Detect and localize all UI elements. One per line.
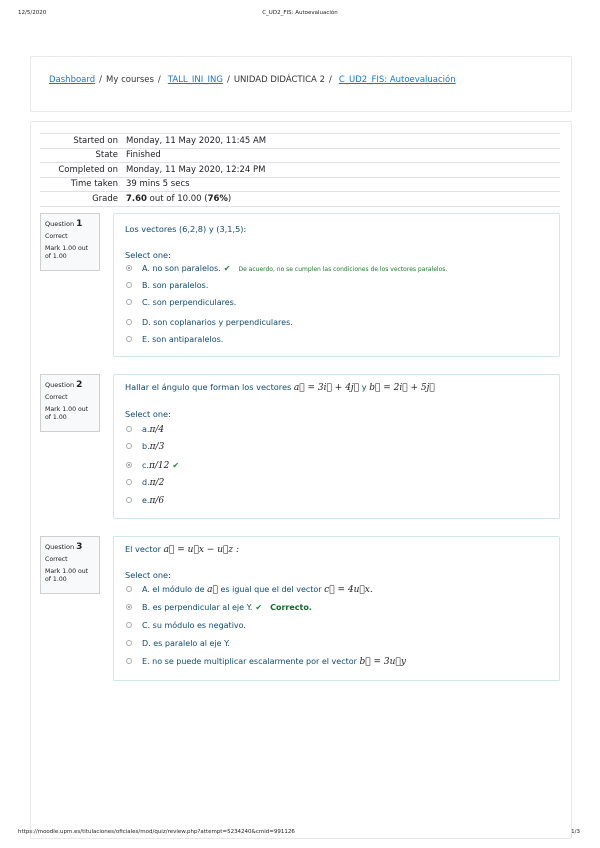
breadcrumb-quiz-link[interactable]: C_UD2_FIS: Autoevaluación <box>338 75 456 85</box>
vector-b-formula: b⃗ = 2i⃗ + 5j⃗ <box>369 383 435 393</box>
question-joiner: y <box>361 382 367 392</box>
option-label-tail: es igual que el del vector <box>220 585 322 594</box>
question-state: Correct <box>45 556 68 564</box>
print-title: C_UD2_FIS: Autoevaluación <box>262 10 338 16</box>
option-math: a⃗ <box>207 585 218 595</box>
option-feedback: Correcto. <box>270 603 312 612</box>
option-label: D. es paralelo al eje Y. <box>142 639 230 648</box>
answer-option[interactable] <box>126 460 179 472</box>
option-label: d. <box>142 478 150 487</box>
question-text: Los vectores (6,2,8) y (3,1,5): <box>125 224 247 234</box>
question-state: Correct <box>45 233 68 241</box>
question-number <box>45 541 96 553</box>
answer-option[interactable] <box>126 424 164 436</box>
answer-option[interactable] <box>126 584 373 596</box>
option-label: C. su módulo es negativo. <box>142 621 246 630</box>
radio-selected[interactable] <box>126 462 132 468</box>
question-label: Question <box>45 381 75 389</box>
question-text <box>125 382 435 393</box>
summary-label: Time taken <box>70 179 118 190</box>
answer-option[interactable] <box>126 263 447 275</box>
option-label: C. son perpendiculares. <box>142 298 237 307</box>
option-label: B. son paralelos. <box>142 281 209 290</box>
question-content-1 <box>113 213 560 357</box>
print-footer <box>0 829 600 839</box>
select-one-prompt: Select one: <box>125 250 171 260</box>
option-label: E. son antiparalelos. <box>142 335 224 344</box>
radio-button[interactable] <box>126 336 132 342</box>
question-mark: Mark 1.00 out of 1.00 <box>45 244 89 260</box>
option-label: E. no se puede multiplicar escalarmente por el vector <box>142 657 357 666</box>
option-math: b⃗ = 3u⃗y <box>359 657 406 667</box>
question-number-value: 1 <box>76 219 83 229</box>
answer-option[interactable] <box>126 280 208 292</box>
option-math: π/12 <box>148 461 170 471</box>
radio-button[interactable] <box>126 479 132 485</box>
summary-value: 39 mins 5 secs <box>126 179 190 190</box>
option-label: D. son coplanarios y perpendiculares. <box>142 318 293 327</box>
breadcrumb-course-link[interactable]: TALL_INI_ING <box>167 75 223 85</box>
grade-score: 7.60 <box>126 193 147 204</box>
option-math: c⃗ = 4u⃗x. <box>324 585 373 595</box>
radio-button[interactable] <box>126 658 132 664</box>
summary-label: Started on <box>73 135 118 146</box>
answer-option[interactable] <box>126 495 164 507</box>
question-number-value: 3 <box>76 542 83 552</box>
radio-button[interactable] <box>126 282 132 288</box>
summary-label: State <box>95 150 118 161</box>
grade-value <box>124 192 560 207</box>
answer-option[interactable] <box>126 477 164 489</box>
answer-option[interactable] <box>126 620 246 632</box>
question-info-2 <box>40 374 100 432</box>
breadcrumb-unit: UNIDAD DIDÁCTICA 2 <box>233 75 325 85</box>
option-label: c. <box>142 461 149 470</box>
question-state: Correct <box>45 394 68 402</box>
radio-button[interactable] <box>126 443 132 449</box>
radio-button[interactable] <box>126 319 132 325</box>
question-text-prefix: Hallar el ángulo que forman los vectores <box>125 382 292 392</box>
attempt-summary-table <box>40 133 560 207</box>
radio-selected[interactable] <box>126 604 132 610</box>
radio-button[interactable] <box>126 622 132 628</box>
breadcrumb-separator: / <box>99 75 102 85</box>
footer-page: 1/3 <box>571 829 580 835</box>
question-content-2 <box>113 374 560 519</box>
answer-option[interactable] <box>126 317 293 329</box>
summary-value: Monday, 11 May 2020, 12:24 PM <box>126 164 266 175</box>
answer-option[interactable] <box>126 602 312 614</box>
option-math: π/2 <box>149 478 165 488</box>
option-math: π/3 <box>149 442 165 452</box>
vector-a-formula: a⃗ = 3i⃗ + 4j⃗ <box>293 383 360 393</box>
footer-url: https://moodle.upm.es/titulaciones/oficiales/mod/quiz/review.php?attempt=5234240&cmid=991126 <box>18 829 295 835</box>
breadcrumb-dashboard-link[interactable]: Dashboard <box>49 75 96 85</box>
print-header <box>0 10 600 20</box>
option-label: a. <box>142 425 150 434</box>
select-one-prompt: Select one: <box>125 570 171 580</box>
check-icon: ✔ <box>223 264 231 273</box>
summary-row-grade <box>40 192 560 207</box>
answer-option[interactable] <box>126 656 406 668</box>
question-mark: Mark 1.00 out of 1.00 <box>45 567 89 583</box>
option-label: e. <box>142 496 150 505</box>
vector-formula: a⃗ = u⃗x − u⃗z : <box>163 545 240 555</box>
radio-button[interactable] <box>126 586 132 592</box>
summary-label: Completed on <box>58 164 118 175</box>
question-text <box>125 544 239 555</box>
answer-option[interactable] <box>126 638 230 650</box>
summary-row <box>40 163 560 178</box>
question-label: Question <box>45 543 75 551</box>
question-number-value: 2 <box>76 380 83 390</box>
answer-option[interactable] <box>126 334 223 346</box>
summary-value: Monday, 11 May 2020, 11:45 AM <box>126 135 267 146</box>
breadcrumb-separator: / <box>157 75 161 85</box>
grade-rest: out of 10.00 ( <box>146 193 208 204</box>
grade-percent: 76% <box>207 193 228 204</box>
grade-close: ) <box>227 193 232 204</box>
select-one-prompt: Select one: <box>125 409 171 419</box>
radio-button[interactable] <box>126 426 132 432</box>
question-content-3 <box>113 536 560 681</box>
breadcrumb <box>49 75 456 85</box>
question-label: Question <box>45 220 75 228</box>
summary-row <box>40 134 560 149</box>
option-feedback: De acuerdo, no se cumplen las condiciones de los vectores paralelos. <box>238 266 448 273</box>
question-info-1 <box>40 213 100 271</box>
print-date: 12/5/2020 <box>18 10 47 16</box>
breadcrumb-separator: / <box>226 75 230 85</box>
summary-row <box>40 148 560 163</box>
question-number <box>45 218 96 230</box>
radio-selected[interactable] <box>126 265 132 271</box>
option-label: B. es perpendicular al eje Y. <box>142 603 253 612</box>
check-icon: ✔ <box>172 461 180 470</box>
grade-label: Grade <box>92 193 118 204</box>
radio-button[interactable] <box>126 299 132 305</box>
radio-button[interactable] <box>126 497 132 503</box>
question-text-prefix: El vector <box>125 544 162 554</box>
question-mark: Mark 1.00 out of 1.00 <box>45 405 89 421</box>
answer-option[interactable] <box>126 297 236 309</box>
breadcrumb-separator: / <box>328 75 332 85</box>
question-info-3 <box>40 536 100 594</box>
question-number <box>45 379 96 391</box>
breadcrumb-my-courses: My courses <box>106 75 154 85</box>
option-label: b. <box>142 442 150 451</box>
check-icon: ✔ <box>255 603 263 612</box>
summary-row <box>40 177 560 192</box>
summary-value: Finished <box>126 150 161 161</box>
option-label: A. no son paralelos. <box>142 264 221 273</box>
option-math: π/4 <box>149 425 165 435</box>
option-math: π/6 <box>149 496 165 506</box>
radio-button[interactable] <box>126 640 132 646</box>
option-label: A. el módulo de <box>142 585 205 594</box>
answer-option[interactable] <box>126 441 164 453</box>
